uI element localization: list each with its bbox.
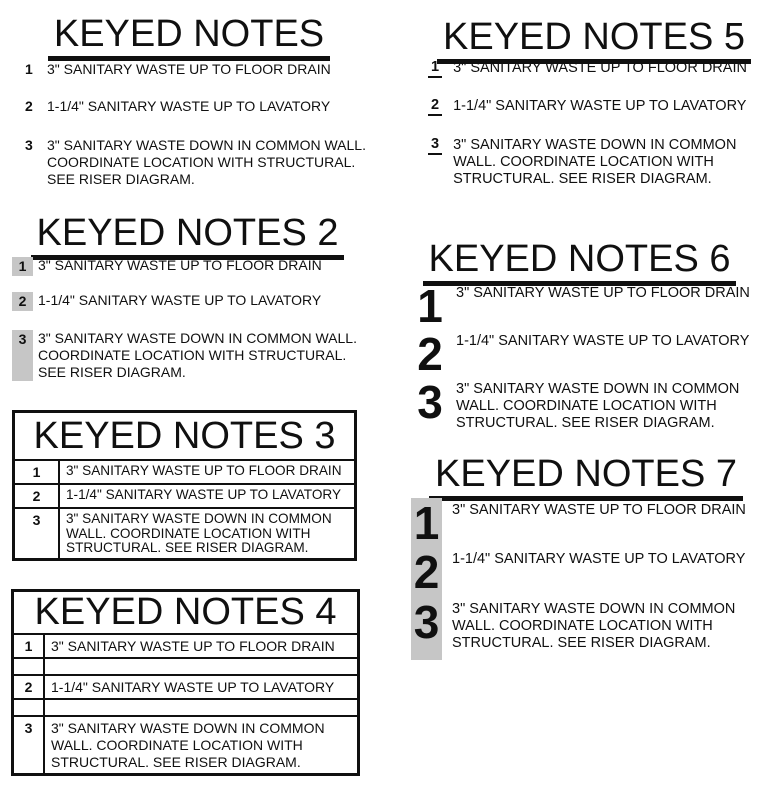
note-row (428, 60, 759, 78)
table-note-row (15, 509, 354, 558)
empty-text-cell (45, 659, 53, 674)
note-row (25, 98, 375, 115)
note-row (411, 497, 758, 549)
note-key-cell: 3 (15, 509, 60, 558)
note-row (12, 257, 366, 276)
table-note-row (15, 485, 354, 509)
keyed-notes-3-title: KEYED NOTES 3 (15, 413, 354, 461)
note-text: 3" SANITARY WASTE DOWN IN COMMON WALL. COORDINATE LOCATION WITH STRUCTURAL. SEE RISER DIAGRAM. (38, 330, 357, 380)
note-row (12, 292, 366, 311)
keyed-notes-2-block (12, 212, 357, 380)
note-row (413, 328, 762, 380)
note-row (413, 280, 762, 332)
note-key-highlighted: 1 (12, 257, 33, 276)
note-text: 1-1/4" SANITARY WASTE UP TO LAVATORY (47, 98, 331, 114)
spacer-row (14, 700, 357, 717)
note-text: 3" SANITARY WASTE UP TO FLOOR DRAIN (38, 257, 322, 273)
keyed-notes-5-block (425, 16, 763, 187)
note-text: 1-1/4" SANITARY WASTE UP TO LAVATORY (38, 292, 322, 308)
note-key-large: 3 (417, 376, 443, 428)
note-text-cell: 3" SANITARY WASTE UP TO FLOOR DRAIN (66, 463, 342, 478)
note-key-cell: 2 (15, 485, 60, 507)
table-note-row (14, 635, 357, 659)
note-text: 1-1/4" SANITARY WASTE UP TO LAVATORY (453, 98, 747, 114)
table-note-row (14, 676, 357, 700)
note-text: 3" SANITARY WASTE DOWN IN COMMON WALL. COORDINATE LOCATION WITH STRUCTURAL. SEE RISER DIAGRAM. (47, 137, 366, 187)
keyed-notes-4-block (11, 589, 360, 776)
note-key: 2 (25, 98, 33, 114)
note-row (12, 330, 366, 381)
note-text-cell: 3" SANITARY WASTE DOWN IN COMMON WALL. COORDINATE LOCATION WITH STRUCTURAL. SEE RISER DIAGRAM. (51, 720, 325, 770)
note-text: 3" SANITARY WASTE UP TO FLOOR DRAIN (47, 61, 331, 77)
keyed-notes-6-block (412, 238, 757, 431)
note-key-large: 1 (413, 497, 440, 549)
note-text: 3" SANITARY WASTE DOWN IN COMMON WALL. COORDINATE LOCATION WITH STRUCTURAL. SEE RISER DIAGRAM. (452, 601, 736, 651)
note-key-underlined: 3 (428, 137, 442, 155)
note-key-highlighted: 3 (12, 330, 33, 381)
table-note-row (14, 717, 357, 773)
note-key-large: 3 (413, 596, 440, 648)
keyed-notes-1-block (14, 13, 366, 187)
note-text-cell: 1-1/4" SANITARY WASTE UP TO LAVATORY (66, 487, 342, 502)
note-key-highlighted: 2 (12, 292, 33, 311)
empty-text-cell (45, 700, 53, 715)
note-row (25, 61, 375, 78)
title-underline-text: KEYED NOTES 6 (423, 238, 737, 286)
note-row (428, 98, 759, 116)
note-key-cell: 3 (14, 717, 45, 773)
note-text: 1-1/4" SANITARY WASTE UP TO LAVATORY (456, 333, 750, 349)
note-text: 3" SANITARY WASTE UP TO FLOOR DRAIN (456, 285, 750, 301)
note-text: 3" SANITARY WASTE DOWN IN COMMON WALL. COORDINATE LOCATION WITH STRUCTURAL. SEE RISER DIAGRAM. (453, 137, 737, 187)
note-text-cell: 1-1/4" SANITARY WASTE UP TO LAVATORY (51, 679, 335, 695)
empty-key-cell (14, 700, 45, 715)
keyed-notes-2-title (23, 212, 352, 260)
empty-key-cell (14, 659, 45, 674)
note-key-underlined: 1 (428, 60, 442, 78)
note-key-underlined: 2 (428, 98, 442, 116)
title-underline-text: KEYED NOTES 2 (31, 212, 345, 260)
note-row (428, 137, 759, 188)
note-key-large: 2 (417, 328, 443, 380)
note-key: 3 (25, 137, 33, 153)
note-row (411, 596, 758, 652)
note-row (411, 546, 758, 598)
note-text: 1-1/4" SANITARY WASTE UP TO LAVATORY (452, 551, 746, 567)
keyed-notes-7-title (411, 453, 761, 501)
title-underline-text: KEYED NOTES (48, 13, 330, 61)
title-underline-text: KEYED NOTES 5 (437, 16, 751, 64)
note-text: 3" SANITARY WASTE DOWN IN COMMON WALL. COORDINATE LOCATION WITH STRUCTURAL. SEE RISER DIAGRAM. (456, 381, 740, 431)
note-text-cell: 3" SANITARY WASTE DOWN IN COMMON WALL. COORDINATE LOCATION WITH STRUCTURAL. SEE RISER DIAGRAM. (66, 511, 332, 556)
note-text: 3" SANITARY WASTE UP TO FLOOR DRAIN (453, 60, 747, 76)
keyed-notes-7-block (411, 453, 761, 651)
note-text-cell: 3" SANITARY WASTE UP TO FLOOR DRAIN (51, 638, 335, 654)
spacer-row (14, 659, 357, 676)
note-key-large: 2 (413, 546, 440, 598)
title-underline-text: KEYED NOTES 7 (429, 453, 743, 501)
keyed-notes-1-title (28, 13, 350, 61)
note-key-large: 1 (417, 280, 443, 332)
note-key-cell: 1 (14, 635, 45, 657)
note-key-cell: 2 (14, 676, 45, 698)
keyed-notes-3-block (12, 410, 357, 561)
table-note-row (15, 461, 354, 485)
note-row (413, 376, 762, 432)
note-key: 1 (25, 61, 33, 77)
note-key-cell: 1 (15, 461, 60, 483)
note-row (25, 137, 375, 188)
keyed-notes-6-title (402, 238, 757, 286)
keyed-notes-5-title (425, 16, 763, 64)
note-text: 3" SANITARY WASTE UP TO FLOOR DRAIN (452, 502, 746, 518)
keyed-notes-4-title: KEYED NOTES 4 (14, 592, 357, 635)
